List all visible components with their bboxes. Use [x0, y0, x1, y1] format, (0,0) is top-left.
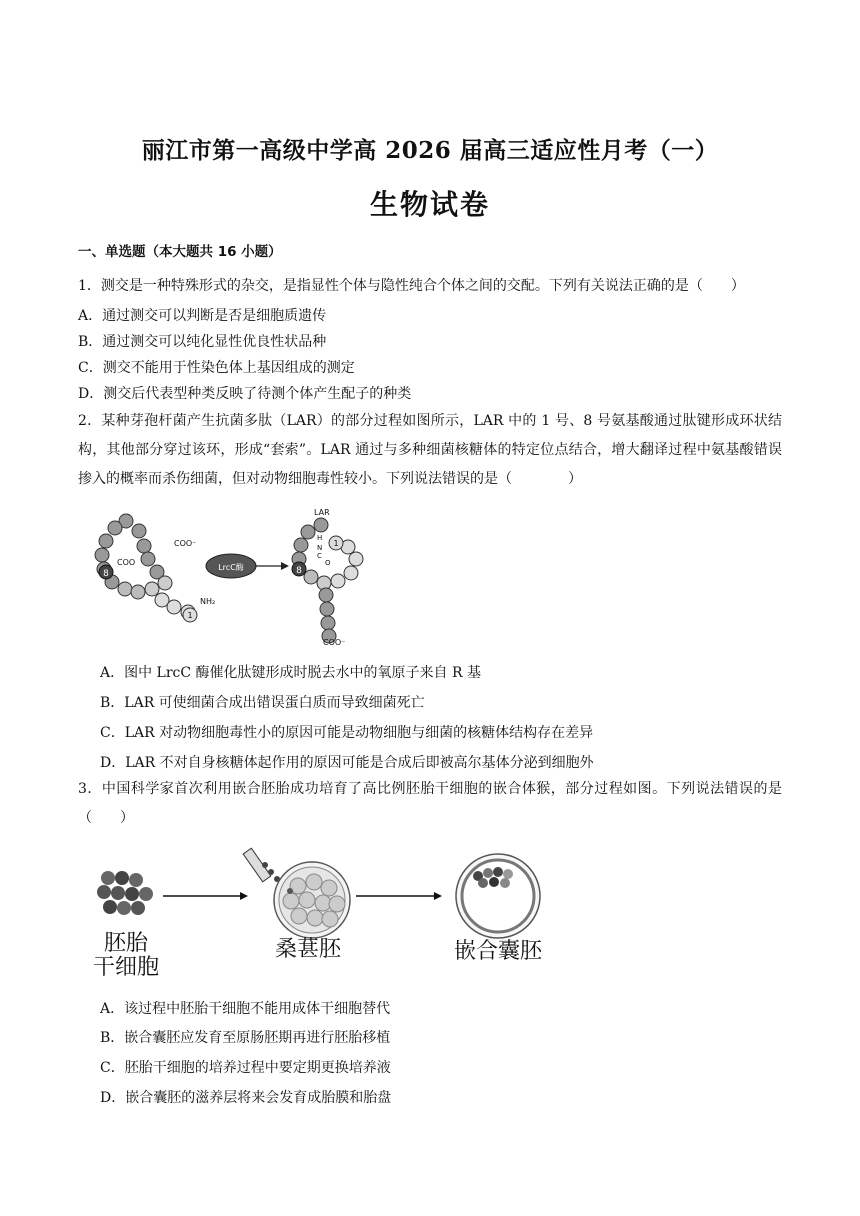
n-atom-label: N — [317, 544, 323, 552]
c-atom-label: C — [317, 552, 322, 560]
chimeric-embryo-figure — [88, 838, 558, 980]
label-embryonic-stem-line1: 胚胎 — [103, 931, 149, 956]
q3-option-d: D．嵌合囊胚的滋养层将来会发育成胎膜和胎盘 — [100, 1090, 392, 1106]
label-embryonic-stem-line2: 干细胞 — [92, 955, 160, 980]
q2-option-d: D．LAR 不对自身核糖体起作用的原因可能是合成后即被高尔基体分泌到细胞外 — [100, 755, 594, 771]
nh2-label: NH₂ — [200, 597, 216, 606]
arrow-1-head — [240, 892, 248, 900]
q2-option-a: A．图中 LrcC 酶催化肽键形成时脱去水中的氧原子来自 R 基 — [100, 665, 481, 681]
lar-synthesis-figure — [90, 503, 410, 648]
lrcc-enzyme-label: LrcC酶 — [218, 563, 244, 572]
morula — [274, 862, 350, 938]
o-atom-label: O — [325, 559, 331, 567]
q2-stem: 2．某种芽孢杆菌产生抗菌多肽（LAR）的部分过程如图所示，LAR 中的 1 号、8 号氨基酸通过肽键形成环状结构，其他部分穿过该环，形成“套索”。LAR 通过与多种细菌核糖体的特定位点结合，增大翻译过程中氨基酸错误掺入的概率而杀伤细菌，但对动物细胞毒性较小。下列说法错误的是（ ） — [78, 413, 782, 487]
q1-stem: 1．测交是一种特殊形式的杂交，是指显性个体与隐性纯合个体之间的交配。下列有关说法正确的是（ ） — [78, 278, 745, 294]
q3-option-a: A．该过程中胚胎干细胞不能用成体干细胞替代 — [100, 1001, 391, 1017]
injection-pipette — [243, 848, 280, 882]
q3-option-b: B．嵌合囊胚应发育至原肠胚期再进行胚胎移植 — [100, 1030, 391, 1046]
label-morula: 桑葚胚 — [274, 937, 342, 962]
q3-option-c: C．胚胎干细胞的培养过程中要定期更换培养液 — [100, 1060, 391, 1076]
q3-stem: 3．中国科学家首次利用嵌合胚胎成功培育了高比例胚胎干细胞的嵌合体猴，部分过程如图。下列说法错误的是（ ） — [78, 781, 782, 826]
residue-1-label: 1 — [187, 611, 193, 620]
precursor-coo-label: COO⁻ — [174, 539, 197, 548]
reaction-arrowhead — [281, 562, 289, 570]
lar-residue-8-label: 8 — [296, 566, 302, 576]
exam-title: 丽江市第一高级中学高 2026 届高三适应性月考（一） — [141, 137, 719, 164]
lar-product-label: LAR — [314, 508, 330, 517]
precursor-inner-coo-label: COO — [117, 558, 136, 567]
section-heading: 一、单选题（本大题共 16 小题） — [78, 244, 282, 260]
h-atom-label: H — [317, 534, 323, 542]
lar-lasso-peptide — [292, 518, 363, 643]
q2-option-c: C．LAR 对动物细胞毒性小的原因可能是动物细胞与细菌的核糖体结构存在差异 — [100, 725, 594, 741]
exam-subject: 生物试卷 — [369, 188, 490, 221]
q1-option-b: B．通过测交可以纯化显性优良性状品种 — [78, 334, 327, 350]
embryonic-stem-cells-cluster — [97, 871, 153, 915]
label-chimeric-blastocyst: 嵌合囊胚 — [453, 939, 543, 964]
q2-option-b: B．LAR 可使细菌合成出错误蛋白质而导致细菌死亡 — [100, 695, 425, 711]
q1-option-a: A．通过测交可以判断是否是细胞质遗传 — [78, 308, 327, 324]
residue-8-label: 8 — [103, 569, 109, 579]
q1-option-c: C．测交不能用于性染色体上基因组成的测定 — [78, 360, 355, 376]
lar-residue-1-label: 1 — [333, 539, 339, 548]
q1-option-d: D．测交后代表型种类反映了待测个体产生配子的种类 — [78, 386, 412, 402]
lar-coo-label: COO⁻ — [323, 638, 346, 647]
chimeric-blastocyst — [456, 854, 540, 938]
arrow-2-head — [434, 892, 442, 900]
